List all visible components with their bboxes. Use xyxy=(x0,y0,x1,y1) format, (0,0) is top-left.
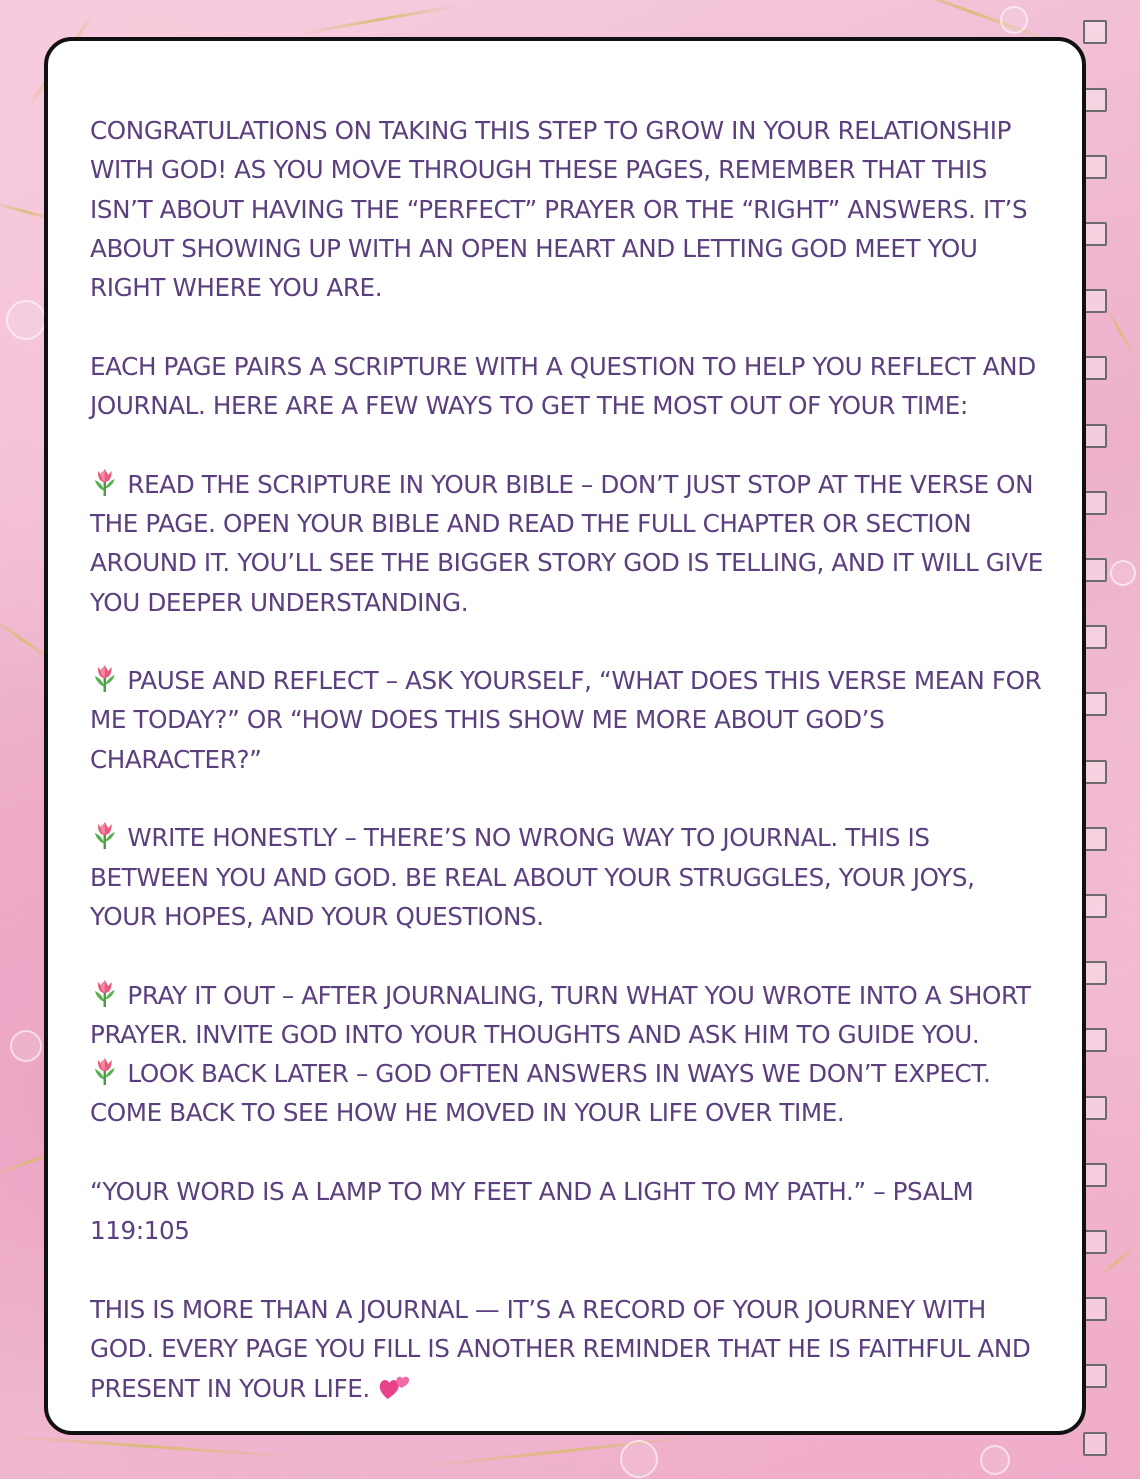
tip-read-scripture: READ THE SCRIPTURE IN YOUR BIBLE – DON’T JUST STOP AT THE VERSE ON THE PAGE. OPEN YOUR BIBLE AND READ THE FULL CHAPTER OR SECTION AROUND IT. YOU’LL SEE THE BIGGER STORY GOD IS TELLING, AND IT WILL GIVE YOU DEEPER UNDERSTANDING. xyxy=(90,465,1045,622)
closing-paragraph: THIS IS MORE THAN A JOURNAL — IT’S A RECORD OF YOUR JOURNEY WITH GOD. EVERY PAGE YOU FILL IS ANOTHER REMINDER THAT HE IS FAITHFUL AND PRESENT IN YOUR LIFE. xyxy=(90,1294,1031,1403)
tip-pray-it-out: PRAY IT OUT – AFTER JOURNALING, TURN WHAT YOU WROTE INTO A SHORT PRAYER. INVITE GOD INTO YOUR THOUGHTS AND ASK HIM TO GUIDE YOU. xyxy=(90,976,1045,1055)
scripture-verse: “YOUR WORD IS A LAMP TO MY FEET AND A LIGHT TO MY PATH.” – PSALM 119:105 xyxy=(90,1177,974,1246)
tulip-icon xyxy=(90,820,120,850)
tip-pause-reflect: PAUSE AND REFLECT – ASK YOURSELF, “WHAT DOES THIS VERSE MEAN FOR ME TODAY?” OR “HOW DOES THIS SHOW ME MORE ABOUT GOD’S CHARACTER?” xyxy=(90,661,1045,779)
tulip-icon xyxy=(90,1056,120,1086)
instructions-paragraph: EACH PAGE PAIRS A SCRIPTURE WITH A QUESTION TO HELP YOU REFLECT AND JOURNAL. HERE ARE A FEW WAYS TO GET THE MOST OUT OF YOUR TIME: xyxy=(90,351,1036,421)
tulip-icon xyxy=(90,663,120,693)
tulip-icon xyxy=(90,467,120,497)
journal-page xyxy=(44,37,1086,1435)
two-hearts-icon xyxy=(378,1373,411,1401)
intro-text xyxy=(90,111,1045,1447)
intro-paragraph: CONGRATULATIONS ON TAKING THIS STEP TO GROW IN YOUR RELATIONSHIP WITH GOD! AS YOU MOVE THROUGH THESE PAGES, REMEMBER THAT THIS ISN’T ABOUT HAVING THE “PERFECT” PRAYER OR THE “RIGHT” ANSWERS. IT’S ABOUT SHOWING UP WITH AN OPEN HEART AND LETTING GOD MEET YOU RIGHT WHERE YOU ARE. xyxy=(90,116,1028,303)
tulip-icon xyxy=(90,978,120,1008)
tip-look-back: LOOK BACK LATER – GOD OFTEN ANSWERS IN WAYS WE DON’T EXPECT. COME BACK TO SEE HOW HE MOVED IN YOUR LIFE OVER TIME. xyxy=(90,1054,1045,1133)
tip-write-honestly: WRITE HONESTLY – THERE’S NO WRONG WAY TO JOURNAL. THIS IS BETWEEN YOU AND GOD. BE REAL ABOUT YOUR STRUGGLES, YOUR JOYS, YOUR HOPES, AND YOUR QUESTIONS. xyxy=(90,818,1045,936)
